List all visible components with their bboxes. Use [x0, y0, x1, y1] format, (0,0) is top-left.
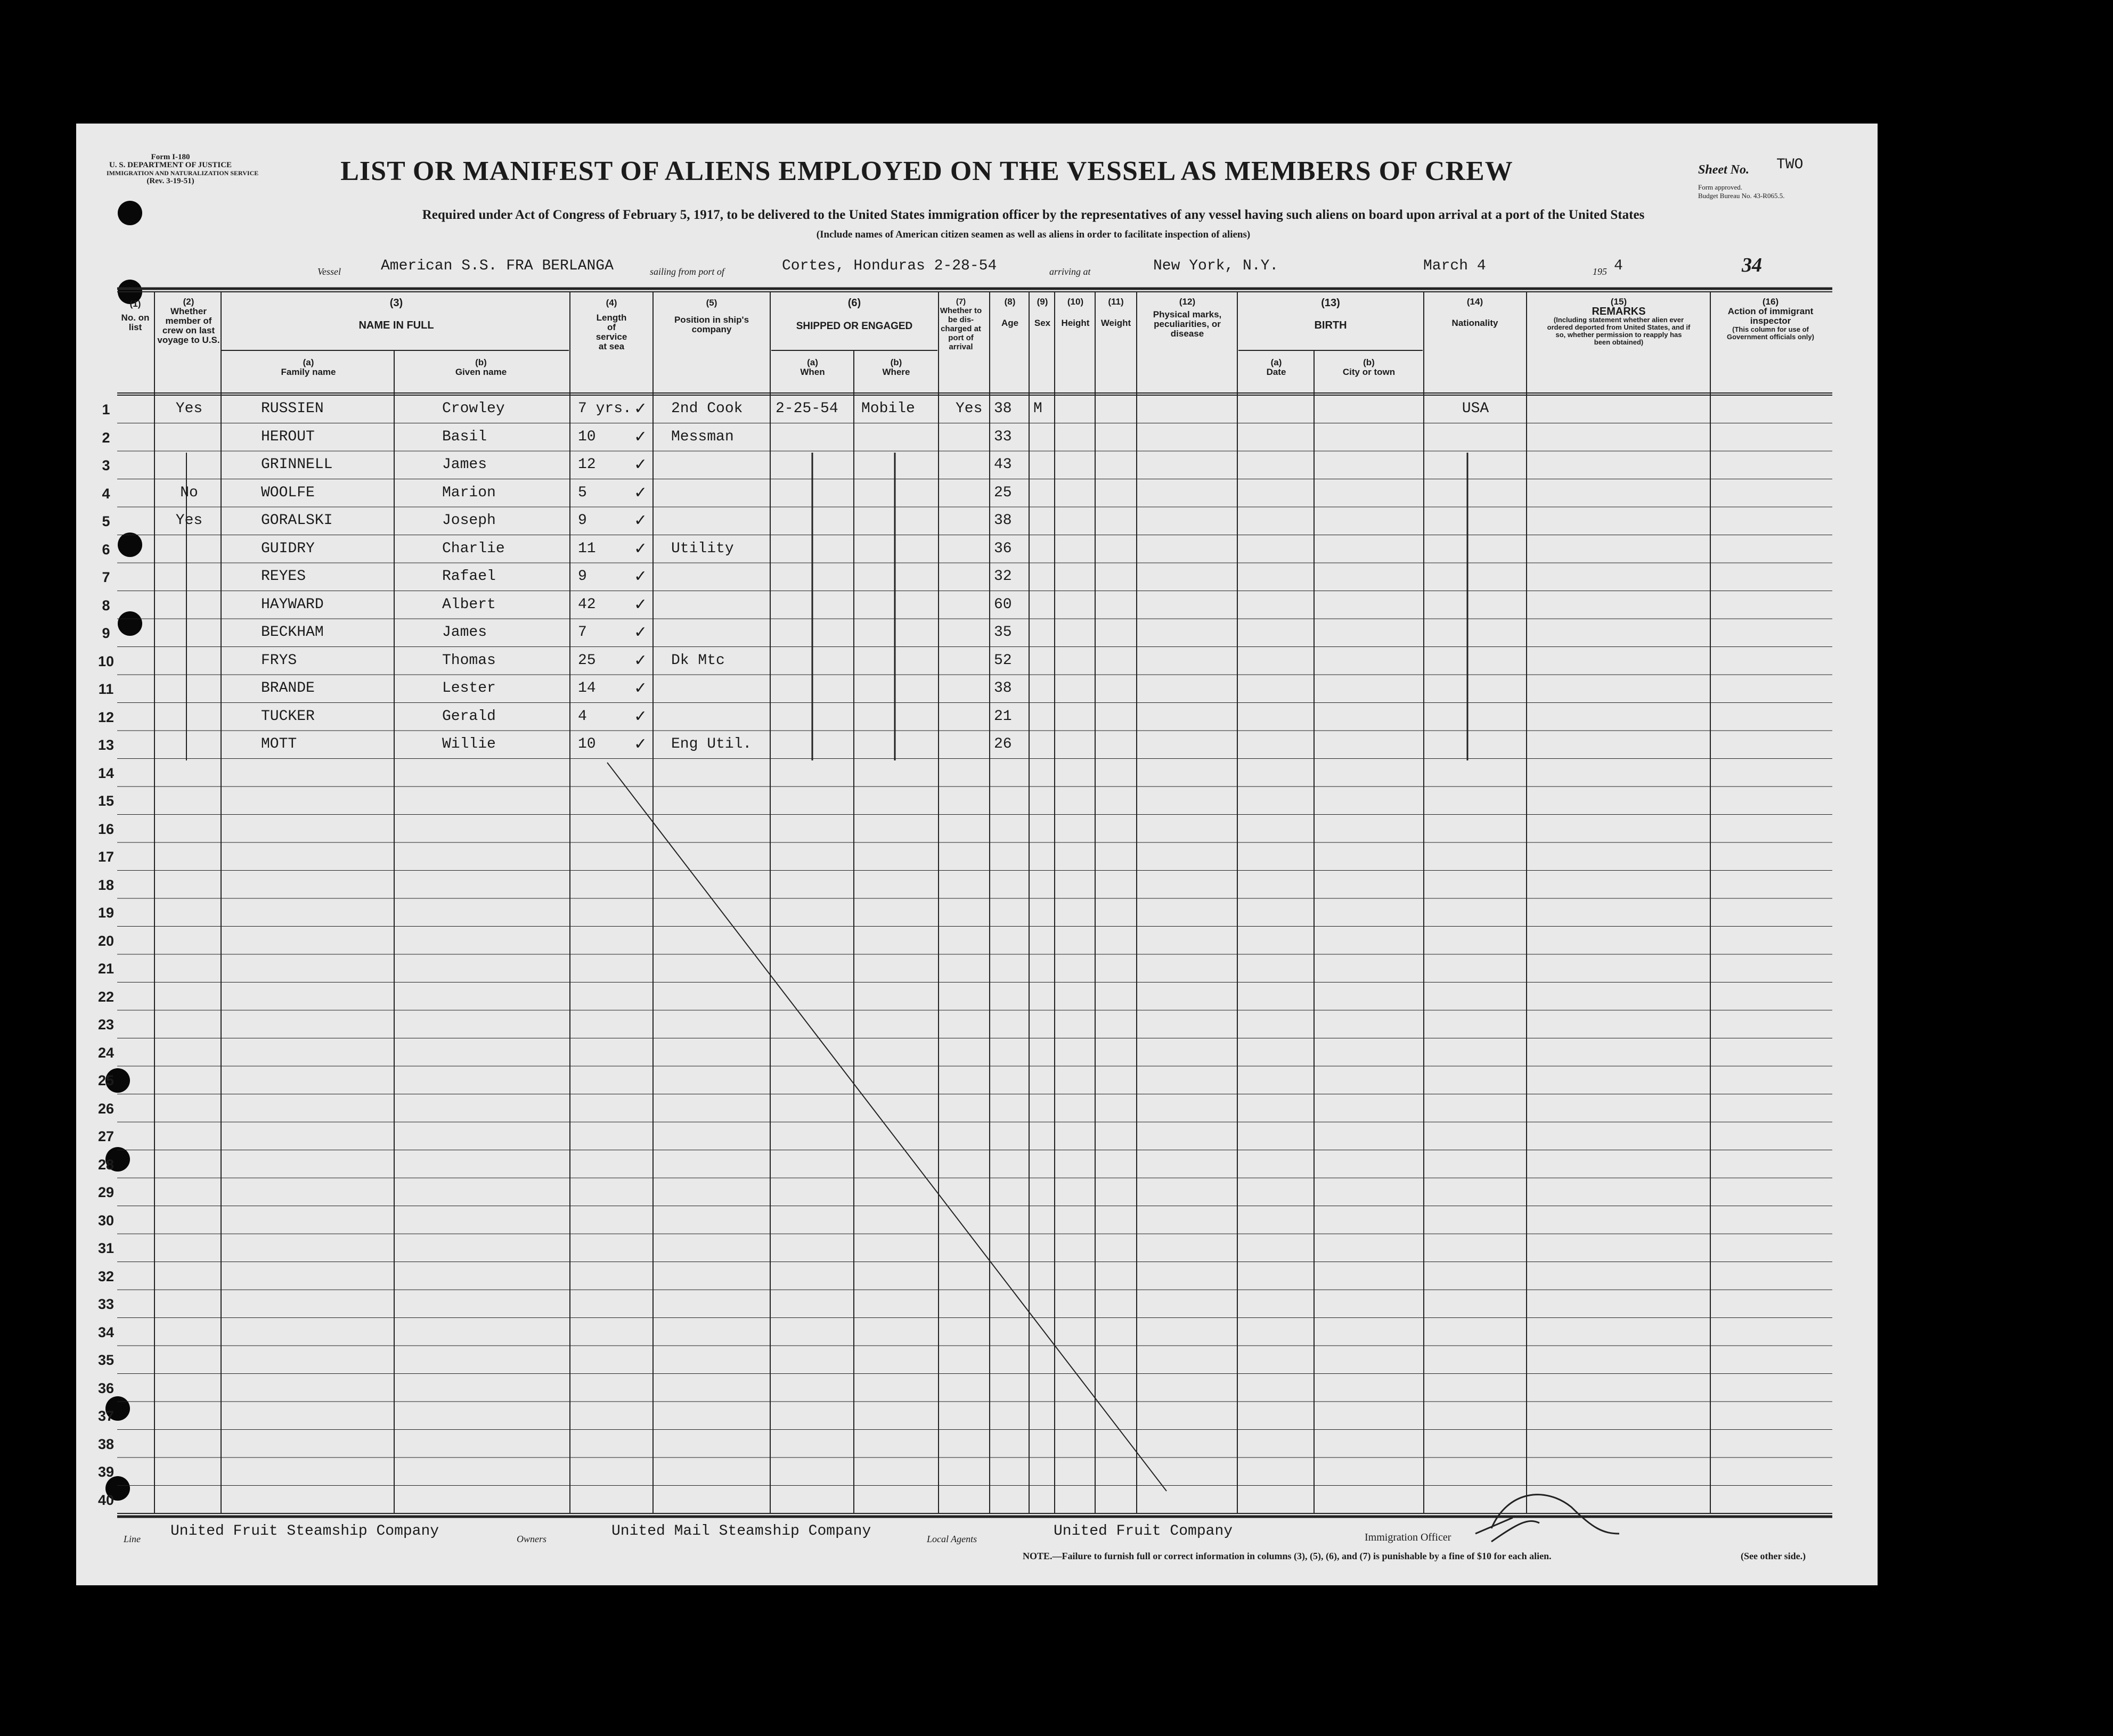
row-number: 11	[98, 681, 114, 697]
crew-position: Dk Mtc	[671, 652, 725, 669]
col-3b-num: (b)	[475, 357, 487, 367]
crew-service: 10	[578, 736, 596, 752]
col-16-num: (16)	[1762, 297, 1779, 307]
col-16-sub: (This column for use of Government officials only)	[1727, 325, 1814, 341]
crew-family: REYES	[261, 568, 306, 585]
row-number: 9	[102, 625, 110, 641]
row-number: 25	[97, 1072, 115, 1088]
crew-service: 25	[578, 652, 596, 669]
col-14-label: Nationality	[1451, 318, 1498, 328]
row-number: 26	[97, 1100, 115, 1117]
crew-service: 14	[578, 680, 596, 697]
footer-note: NOTE.—Failure to furnish full or correct information in columns (3), (5), (6), and (7) is punishable by a fine of $10 for each alien.	[1023, 1551, 1552, 1561]
crew-family: WOOLFE	[261, 484, 315, 501]
crew-family: GRINNELL	[261, 456, 333, 473]
col-12-label: Physical marks, peculiarities, or disease	[1153, 309, 1222, 339]
crew-family: TUCKER	[261, 708, 315, 725]
crew-discharged: Yes	[956, 400, 983, 417]
crew-service: 7 yrs.	[578, 400, 632, 417]
check-mark: ✓	[635, 623, 646, 643]
crew-age: 43	[994, 456, 1012, 473]
form-service: IMMIGRATION AND NATURALIZATION SERVICE	[107, 169, 259, 177]
crew-service: 5	[578, 484, 587, 501]
col-13a-num: (a)	[1270, 357, 1282, 367]
col-4-num: (4)	[606, 298, 617, 308]
crew-service: 12	[578, 456, 596, 473]
line-label: Line	[124, 1534, 141, 1544]
sheet-label: Sheet No.	[1698, 163, 1749, 177]
col-13-label: BIRTH	[1314, 320, 1347, 331]
crew-given: Basil	[442, 428, 487, 445]
officer-label: Immigration Officer	[1365, 1532, 1451, 1543]
crew-given: Gerald	[442, 708, 496, 725]
row-number: 4	[102, 485, 110, 502]
row-number: 7	[102, 569, 110, 585]
row-number: 32	[97, 1268, 115, 1284]
crew-age: 38	[994, 512, 1012, 529]
row-number: 5	[102, 513, 110, 529]
arrival-date: March 4	[1423, 258, 1486, 274]
row-number: 12	[97, 709, 115, 725]
row-number: 17	[97, 849, 115, 865]
arriving-label: arriving at	[1049, 266, 1091, 277]
owners-label: Owners	[517, 1534, 547, 1544]
col-9-label: Sex	[1034, 318, 1051, 328]
check-mark: ✓	[635, 455, 646, 476]
crew-service: 4	[578, 708, 587, 725]
col-8-num: (8)	[1004, 297, 1016, 307]
crew-service: 42	[578, 596, 596, 613]
crew-family: GUIDRY	[261, 540, 315, 557]
agents-label: Local Agents	[927, 1534, 977, 1544]
col-3a-num: (a)	[303, 357, 314, 367]
form-revision: (Rev. 3-19-51)	[146, 177, 194, 185]
col-1-num: (1)	[129, 299, 141, 309]
check-mark: ✓	[635, 399, 646, 420]
col-3-label: NAME IN FULL	[358, 320, 434, 331]
check-mark: ✓	[635, 427, 646, 448]
row-number: 30	[97, 1212, 115, 1229]
col-13b-label: City or town	[1342, 367, 1396, 377]
crew-age: 32	[994, 568, 1012, 585]
crew-age: 21	[994, 708, 1012, 725]
crew-age: 60	[994, 596, 1012, 613]
row-number: 3	[102, 457, 110, 473]
row-number: 21	[97, 961, 115, 977]
crew-given: Charlie	[442, 540, 505, 557]
row-number: 22	[97, 988, 115, 1005]
crew-age: 36	[994, 540, 1012, 557]
col-4-label: Length of service at sea	[595, 313, 627, 351]
crew-prior: Yes	[175, 400, 203, 417]
col-12-num: (12)	[1179, 297, 1196, 307]
see-other-side: (See other side.)	[1741, 1551, 1806, 1561]
row-number: 2	[102, 429, 110, 446]
form-subnote: (Include names of American citizen seamen as well as aliens in order to facilitate inspection of aliens)	[816, 229, 1251, 240]
row-number: 16	[97, 821, 115, 837]
row-number: 35	[97, 1352, 115, 1368]
year-suffix: 4	[1614, 258, 1623, 274]
crew-prior: No	[180, 484, 198, 501]
strike-through-line	[607, 763, 1166, 1491]
form-department: U. S. DEPARTMENT OF JUSTICE	[109, 161, 232, 169]
row-number: 37	[97, 1408, 115, 1424]
crew-age: 38	[994, 400, 1012, 417]
crew-family: HAYWARD	[261, 596, 324, 613]
crew-age: 33	[994, 428, 1012, 445]
col-11-label: Weight	[1100, 318, 1131, 328]
form-title: LIST OR MANIFEST OF ALIENS EMPLOYED ON THE VESSEL AS MEMBERS OF CREW	[340, 156, 1513, 186]
col-6a-num: (a)	[807, 357, 818, 367]
col-3a-label: Family name	[281, 367, 336, 377]
col-2-num: (2)	[183, 297, 194, 307]
col-15-label: REMARKS	[1592, 306, 1646, 317]
row-number: 24	[97, 1044, 115, 1061]
col-7-label: Whether to be dis-charged at port of arrival	[940, 306, 982, 351]
year-prefix: 195	[1593, 266, 1607, 277]
crew-family: GORALSKI	[261, 512, 333, 529]
col-13b-num: (b)	[1363, 357, 1375, 367]
col-10-num: (10)	[1067, 297, 1084, 307]
row-number: 6	[102, 541, 110, 558]
col-1-label: No. on list	[121, 313, 150, 332]
crew-given: Rafael	[442, 568, 496, 585]
col-9-num: (9)	[1037, 297, 1048, 307]
approval-line-1: Form approved.	[1698, 183, 1743, 191]
crew-age: 35	[994, 624, 1012, 641]
crew-age: 25	[994, 484, 1012, 501]
col-15-sub: (Including statement whether alien ever ordered deported from United States, and if so, whether permission to reapply has been obtained)	[1547, 316, 1691, 346]
crew-sex: M	[1033, 400, 1042, 417]
row-number: 10	[97, 653, 115, 669]
vessel-name: American S.S. FRA BERLANGA	[381, 258, 614, 274]
form-number: Form I-180	[151, 153, 190, 161]
crew-prior: Yes	[175, 512, 203, 529]
col-2-label: Whether member of crew on last voyage to U.S.	[157, 306, 220, 345]
row-number: 40	[97, 1492, 115, 1508]
vessel-label: Vessel	[317, 266, 341, 277]
row-number: 19	[97, 905, 115, 921]
check-mark: ✓	[635, 679, 646, 699]
approval-line-2: Budget Bureau No. 43-R065.5.	[1698, 192, 1785, 200]
crew-given: Joseph	[442, 512, 496, 529]
row-number: 8	[102, 597, 110, 613]
check-mark: ✓	[635, 735, 646, 755]
col-6b-label: Where	[882, 367, 910, 377]
row-number: 18	[97, 877, 115, 893]
crew-service: 9	[578, 568, 587, 585]
officer-signature	[1491, 1495, 1619, 1534]
col-6-num: (6)	[847, 297, 861, 309]
sheet-number: TWO	[1776, 157, 1804, 173]
crew-position: Eng Util.	[671, 736, 752, 752]
col-6-label: SHIPPED OR ENGAGED	[796, 321, 913, 332]
col-16-label: Action of immigrant inspector	[1727, 306, 1814, 326]
departure-port: Cortes, Honduras 2-28-54	[782, 258, 997, 274]
crew-given: Albert	[442, 596, 496, 613]
crew-service: 11	[578, 540, 596, 557]
form-subtitle: Required under Act of Congress of February 5, 1917, to be delivered to the United States immigration officer by the representatives of any vessel having such aliens on board upon arrival at a port of the United States	[422, 208, 1645, 222]
row-number: 34	[97, 1324, 115, 1340]
row-number: 28	[97, 1156, 115, 1173]
crew-given: Lester	[442, 680, 496, 697]
crew-given: James	[442, 456, 487, 473]
sailing-label: sailing from port of	[650, 266, 724, 277]
check-mark: ✓	[635, 651, 646, 672]
check-mark: ✓	[635, 483, 646, 504]
col-5-num: (5)	[706, 298, 717, 308]
crew-given: Thomas	[442, 652, 496, 669]
row-number: 23	[97, 1017, 115, 1033]
col-13-num: (13)	[1321, 297, 1340, 309]
page-mark: 34	[1742, 254, 1762, 276]
col-3b-label: Given name	[455, 367, 507, 377]
col-15-num: (15)	[1610, 297, 1627, 307]
row-number: 20	[97, 932, 115, 949]
col-5-label: Position in ship's company	[674, 315, 749, 334]
col-10-label: Height	[1061, 318, 1090, 328]
crew-service: 9	[578, 512, 587, 529]
crew-age: 38	[994, 680, 1012, 697]
col-14-num: (14)	[1466, 297, 1483, 307]
crew-family: BRANDE	[261, 680, 315, 697]
crew-age: 52	[994, 652, 1012, 669]
crew-family: BECKHAM	[261, 624, 324, 641]
row-number: 38	[97, 1436, 115, 1452]
col-6b-num: (b)	[890, 357, 902, 367]
check-mark: ✓	[635, 567, 646, 587]
row-number: 13	[97, 737, 115, 753]
row-number: 27	[97, 1128, 115, 1144]
crew-position: Messman	[671, 428, 734, 445]
row-number: 33	[97, 1296, 115, 1312]
officer-signature-stroke	[1475, 1518, 1539, 1542]
crew-service: 10	[578, 428, 596, 445]
row-number: 14	[97, 765, 115, 781]
crew-position: 2nd Cook	[671, 400, 743, 417]
col-7-num: (7)	[956, 297, 966, 306]
crew-given: James	[442, 624, 487, 641]
crew-family: FRYS	[261, 652, 297, 669]
crew-nationality: USA	[1462, 400, 1489, 417]
col-13a-label: Date	[1266, 367, 1286, 377]
check-mark: ✓	[635, 511, 646, 531]
agents-company: United Fruit Company	[1054, 1523, 1233, 1540]
crew-position: Utility	[671, 540, 734, 557]
col-6a-label: When	[800, 367, 825, 377]
row-number: 36	[97, 1380, 115, 1396]
crew-when: 2-25-54	[776, 400, 838, 417]
row-number: 15	[97, 793, 115, 809]
check-mark: ✓	[635, 539, 646, 560]
row-number: 29	[97, 1184, 115, 1200]
col-11-num: (11)	[1108, 297, 1124, 307]
row-number: 1	[102, 402, 110, 417]
crew-service: 7	[578, 624, 587, 641]
line-company: United Fruit Steamship Company	[170, 1523, 439, 1540]
row-number: 31	[97, 1240, 115, 1256]
check-mark: ✓	[635, 595, 646, 616]
owners-company: United Mail Steamship Company	[611, 1523, 871, 1540]
crew-where: Mobile	[861, 400, 915, 417]
col-3-num: (3)	[389, 297, 403, 309]
check-mark: ✓	[635, 707, 646, 727]
row-number: 39	[97, 1464, 115, 1480]
arrival-port: New York, N.Y.	[1153, 258, 1279, 274]
crew-given: Crowley	[442, 400, 505, 417]
col-8-label: Age	[1001, 318, 1019, 328]
crew-family: RUSSIEN	[261, 400, 324, 417]
crew-given: Willie	[442, 736, 496, 752]
crew-family: HEROUT	[261, 428, 315, 445]
crew-family: MOTT	[261, 736, 297, 752]
crew-age: 26	[994, 736, 1012, 752]
crew-given: Marion	[442, 484, 496, 501]
